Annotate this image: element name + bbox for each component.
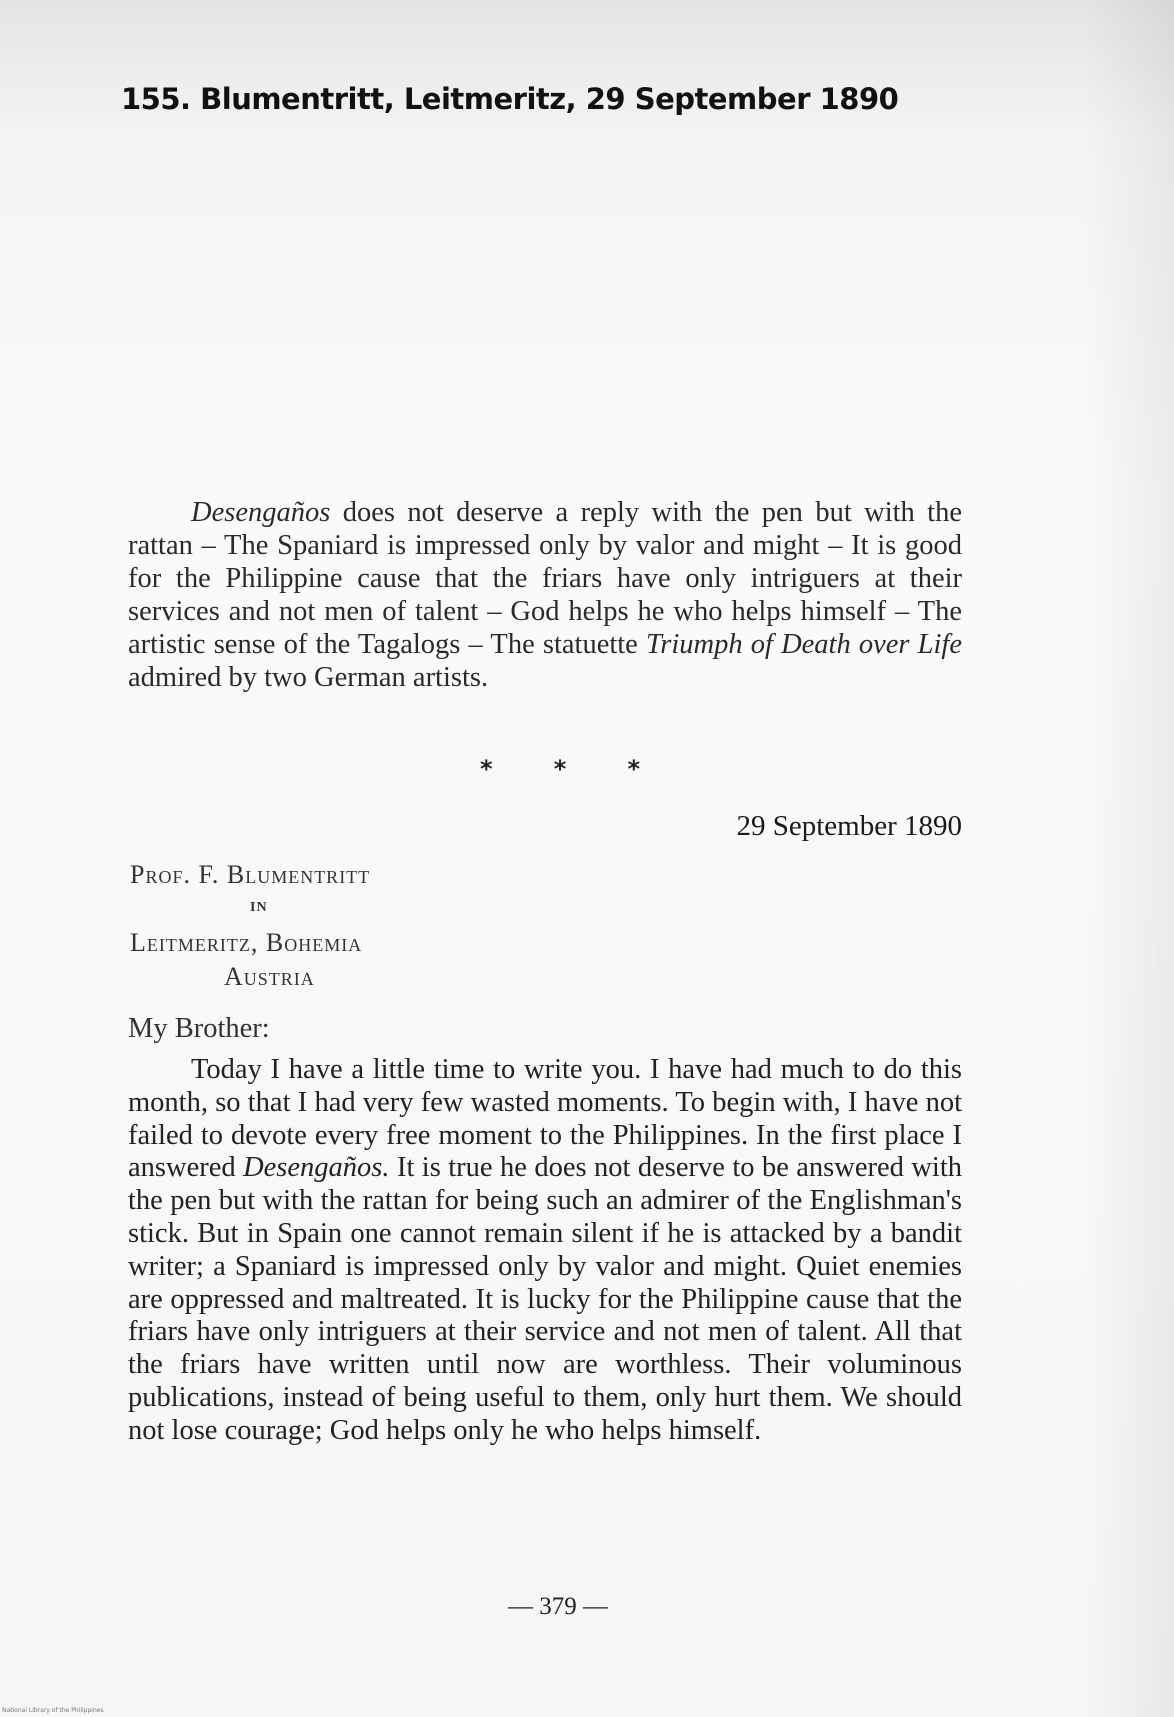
letter-body (128, 1054, 962, 1448)
separator-star: * (480, 755, 493, 783)
separator-star: * (627, 755, 640, 783)
summary-text-2: admired by two German artists. (128, 662, 489, 693)
salutation: My Brother: (128, 1013, 270, 1044)
letter-heading: 155. Blumentritt, Leitmeritz, 29 September 1890 (121, 82, 899, 116)
body-text-1: Today I have a little time to write you. I have had much to do this month, so that I had very few wasted moments. To begin with, I have not failed to devote every free moment to the Philippines. In the first place I answered (128, 1054, 962, 1184)
separator-star: * (553, 755, 567, 783)
page-number: — 379 — (508, 1593, 608, 1620)
summary-title-italic: Desengaños (191, 497, 331, 528)
address-line-3: Leitmeritz, Bohemia (130, 928, 363, 957)
summary-text-1: does not deserve a reply with the pen but with the rattan – The Spaniard is impressed only by valor and might – It is good for the Philippine cause that the friars have only intriguers at their services and not men of talent – God helps he who helps himself – The artistic sense of the Tagalogs – The statuette (128, 497, 962, 660)
section-separator (480, 755, 640, 783)
letter-summary (128, 496, 962, 694)
address-line-1: Prof. F. Blumentritt (130, 860, 371, 889)
address-line-4: Austria (224, 962, 315, 991)
address-line-2: in (250, 894, 268, 916)
page-edge-shadow (1084, 0, 1174, 1717)
letter-date: 29 September 1890 (736, 810, 962, 842)
summary-statuette-italic: Triumph of Death over Life (645, 629, 962, 660)
body-title-italic: Desengaños. (243, 1152, 390, 1184)
footer-credit: National Library of the Philippines (2, 1707, 104, 1714)
body-text-2: It is true he does not deserve to be answered with the pen but with the rattan for being such an admirer of the Englishman's stick. But in Spain one cannot remain silent if he is attacked by a bandit writer; a Spaniard is impressed only by valor and might. Quiet enemies are oppressed and maltreated. It is lucky for the Philippine cause that the friars have only intriguers at their service and not men of talent. All that the friars have written until now are worthless. Their voluminous publications, instead of being useful to them, only hurt them. We should not lose courage; God helps only he who helps himself. (128, 1152, 962, 1446)
